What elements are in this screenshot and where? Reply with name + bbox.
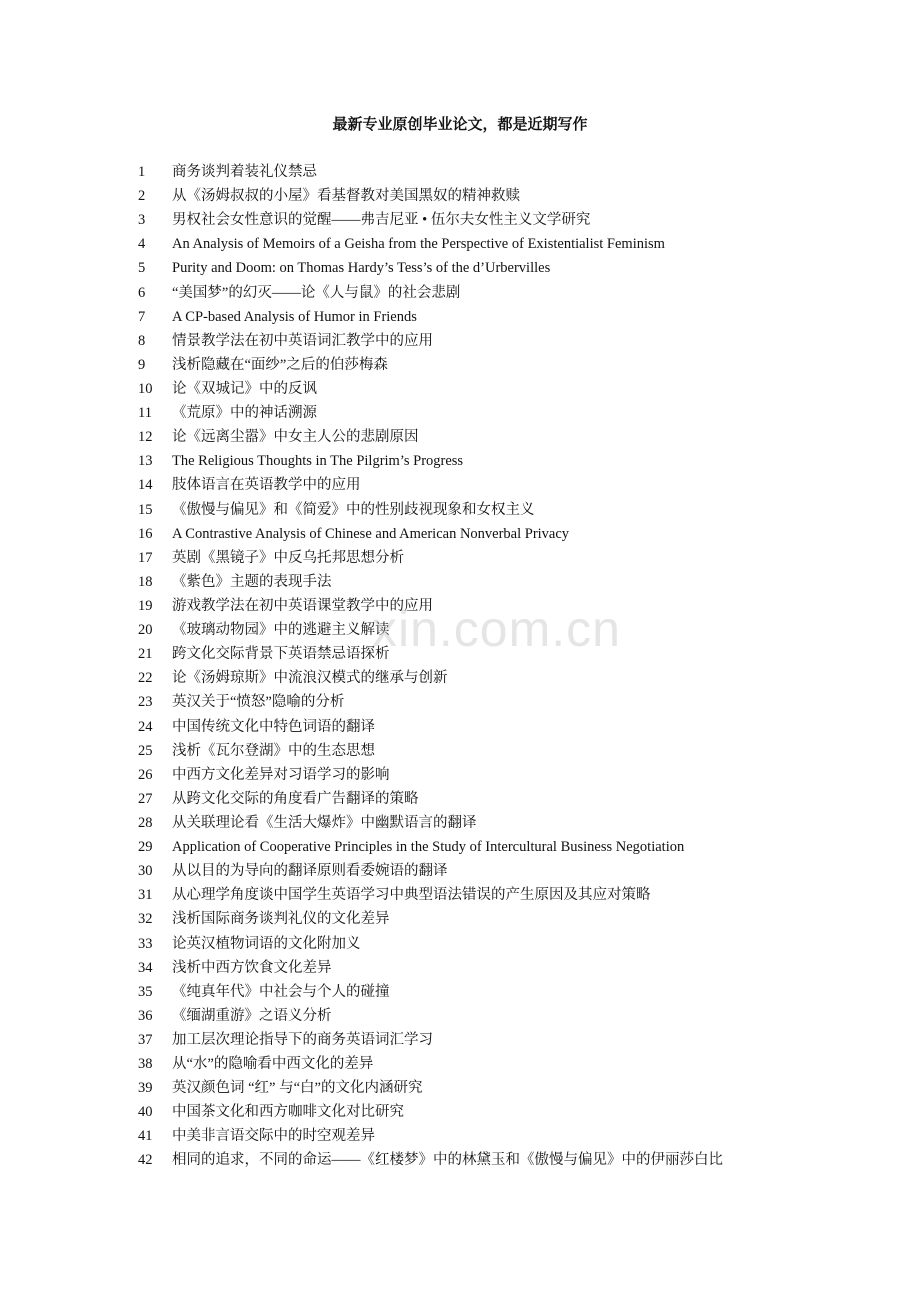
item-number: 41	[138, 1128, 153, 1145]
item-number: 7	[138, 308, 146, 325]
item-number: 5	[138, 260, 146, 277]
item-number: 11	[138, 405, 152, 422]
item-number: 22	[138, 670, 153, 687]
list-item	[138, 305, 898, 329]
item-title: 《纯真年代》中社会与个人的碰撞	[172, 983, 390, 1000]
item-number: 32	[138, 911, 153, 928]
item-title: 《傲慢与偏见》和《简爱》中的性别歧视现象和女权主义	[172, 501, 535, 518]
item-number: 38	[138, 1056, 153, 1073]
item-number: 29	[138, 839, 153, 856]
list-item	[138, 666, 898, 690]
list-item	[138, 1004, 898, 1028]
list-item	[138, 763, 898, 787]
item-number: 40	[138, 1104, 153, 1121]
item-number: 16	[138, 525, 153, 542]
list-item	[138, 329, 898, 353]
item-title: 英剧《黑镜子》中反乌托邦思想分析	[172, 549, 404, 566]
item-title: Purity and Doom: on Thomas Hardy’s Tess’s of the d’Urbervilles	[172, 260, 551, 277]
item-title: 英汉颜色词 “红” 与“白”的文化内涵研究	[172, 1080, 423, 1097]
item-title: 中国传统文化中特色词语的翻译	[172, 718, 375, 735]
item-title: 从跨文化交际的角度看广告翻译的策略	[172, 790, 419, 807]
list-item	[138, 594, 898, 618]
item-title: 《紫色》主题的表现手法	[172, 573, 332, 590]
list-item	[138, 811, 898, 835]
item-title: 浅析国际商务谈判礼仪的文化差异	[172, 911, 390, 928]
item-title: “美国梦”的幻灭——论《人与鼠》的社会悲剧	[172, 284, 461, 301]
list-item	[138, 353, 898, 377]
item-number: 34	[138, 959, 153, 976]
list-item	[138, 932, 898, 956]
item-number: 9	[138, 356, 146, 373]
list-item	[138, 715, 898, 739]
item-title: 英汉关于“愤怒”隐喻的分析	[172, 694, 345, 711]
list-item	[138, 184, 898, 208]
list-item	[138, 232, 898, 256]
item-title: A Contrastive Analysis of Chinese and American Nonverbal Privacy	[172, 525, 570, 542]
list-item	[138, 498, 898, 522]
item-title: 论《远离尘嚣》中女主人公的悲剧原因	[172, 429, 419, 446]
item-number: 1	[138, 164, 146, 180]
watermark: xin.com.cn	[372, 601, 621, 657]
list-item	[138, 1052, 898, 1076]
item-title: 相同的追求，不同的命运——《红楼梦》中的林黛玉和《傲慢与偏见》中的伊丽莎白比	[172, 1152, 723, 1169]
list-item	[138, 1100, 898, 1124]
item-title: 情景教学法在初中英语词汇教学中的应用	[172, 332, 433, 349]
page-title: 最新专业原创毕业论文，都是近期写作	[332, 115, 588, 133]
item-number: 6	[138, 284, 146, 301]
item-number: 37	[138, 1031, 153, 1048]
list-item	[138, 883, 898, 907]
item-number: 3	[138, 212, 146, 229]
list-item	[138, 377, 898, 401]
item-number: 36	[138, 1007, 153, 1024]
thesis-title-list	[138, 160, 898, 1173]
item-number: 28	[138, 814, 153, 831]
item-title: 浅析隐藏在“面纱”之后的伯莎梅森	[172, 356, 388, 373]
item-title: 跨文化交际背景下英语禁忌语探析	[172, 646, 390, 663]
list-item	[138, 546, 898, 570]
item-title: 从关联理论看《生活大爆炸》中幽默语言的翻译	[172, 814, 477, 831]
list-item	[138, 956, 898, 980]
list-item	[138, 1028, 898, 1052]
item-number: 17	[138, 549, 153, 566]
item-number: 8	[138, 332, 146, 349]
item-title: 论英汉植物词语的文化附加义	[172, 935, 361, 952]
item-number: 12	[138, 429, 153, 446]
list-item	[138, 1076, 898, 1100]
item-number: 24	[138, 718, 153, 735]
item-title: 浅析《瓦尔登湖》中的生态思想	[172, 742, 375, 759]
list-item	[138, 160, 898, 184]
list-item	[138, 690, 898, 714]
list-item	[138, 907, 898, 931]
list-item	[138, 739, 898, 763]
item-number: 21	[138, 646, 153, 663]
item-title: 论《汤姆琼斯》中流浪汉模式的继承与创新	[172, 670, 448, 687]
item-title: 从“水”的隐喻看中西文化的差异	[172, 1056, 374, 1073]
item-title: 《玻璃动物园》中的逃避主义解读	[172, 622, 390, 639]
list-item	[138, 425, 898, 449]
item-number: 4	[138, 236, 146, 253]
item-title: 中国茶文化和西方咖啡文化对比研究	[172, 1104, 404, 1121]
item-title: 论《双城记》中的反讽	[172, 380, 317, 397]
list-item	[138, 835, 898, 859]
item-title: 中美非言语交际中的时空观差异	[172, 1128, 375, 1145]
item-number: 19	[138, 597, 153, 614]
list-item	[138, 401, 898, 425]
item-number: 31	[138, 887, 153, 904]
item-number: 39	[138, 1080, 153, 1097]
item-number: 30	[138, 863, 153, 880]
list-item	[138, 208, 898, 232]
item-title: 《缅湖重游》之语义分析	[172, 1007, 332, 1024]
item-title: 男权社会女性意识的觉醒——弗吉尼亚 • 伍尔夫女性主义文学研究	[172, 212, 591, 229]
item-number: 33	[138, 935, 153, 952]
item-title: The Religious Thoughts in The Pilgrim’s Progress	[172, 453, 464, 470]
list-item	[138, 281, 898, 305]
item-title: 中西方文化差异对习语学习的影响	[172, 766, 390, 783]
item-number: 13	[138, 453, 153, 470]
list-item	[138, 859, 898, 883]
item-number: 14	[138, 477, 153, 494]
list-item	[138, 1124, 898, 1148]
list-item	[138, 522, 898, 546]
item-number: 15	[138, 501, 153, 518]
item-number: 23	[138, 694, 153, 711]
item-title: A CP-based Analysis of Humor in Friends	[172, 308, 417, 325]
item-title: 浅析中西方饮食文化差异	[172, 959, 332, 976]
list-item	[138, 1148, 898, 1172]
list-item	[138, 256, 898, 280]
list-item	[138, 570, 898, 594]
item-title: 加工层次理论指导下的商务英语词汇学习	[172, 1031, 433, 1048]
list-item	[138, 618, 898, 642]
item-title: Application of Cooperative Principles in the Study of Intercultural Business Negotiation	[172, 839, 685, 856]
item-title: 《荒原》中的神话溯源	[172, 405, 317, 422]
item-title: 游戏教学法在初中英语课堂教学中的应用	[172, 597, 433, 614]
item-title: 从《汤姆叔叔的小屋》看基督教对美国黑奴的精神救赎	[172, 188, 520, 205]
item-number: 25	[138, 742, 153, 759]
item-title: 从以目的为导向的翻译原则看委婉语的翻译	[172, 863, 448, 880]
item-title: An Analysis of Memoirs of a Geisha from the Perspective of Existentialist Feminism	[172, 236, 665, 253]
list-item	[138, 449, 898, 473]
item-number: 42	[138, 1152, 153, 1169]
item-number: 2	[138, 188, 146, 205]
list-item	[138, 787, 898, 811]
list-item	[138, 473, 898, 497]
item-number: 26	[138, 766, 153, 783]
item-number: 18	[138, 573, 153, 590]
item-number: 10	[138, 380, 153, 397]
list-item	[138, 980, 898, 1004]
item-number: 20	[138, 622, 153, 639]
list-item	[138, 642, 898, 666]
item-number: 27	[138, 790, 153, 807]
item-title: 从心理学角度谈中国学生英语学习中典型语法错误的产生原因及其应对策略	[172, 887, 651, 904]
item-title: 肢体语言在英语教学中的应用	[172, 477, 361, 494]
item-number: 35	[138, 983, 153, 1000]
item-title: 商务谈判着装礼仪禁忌	[172, 164, 317, 180]
